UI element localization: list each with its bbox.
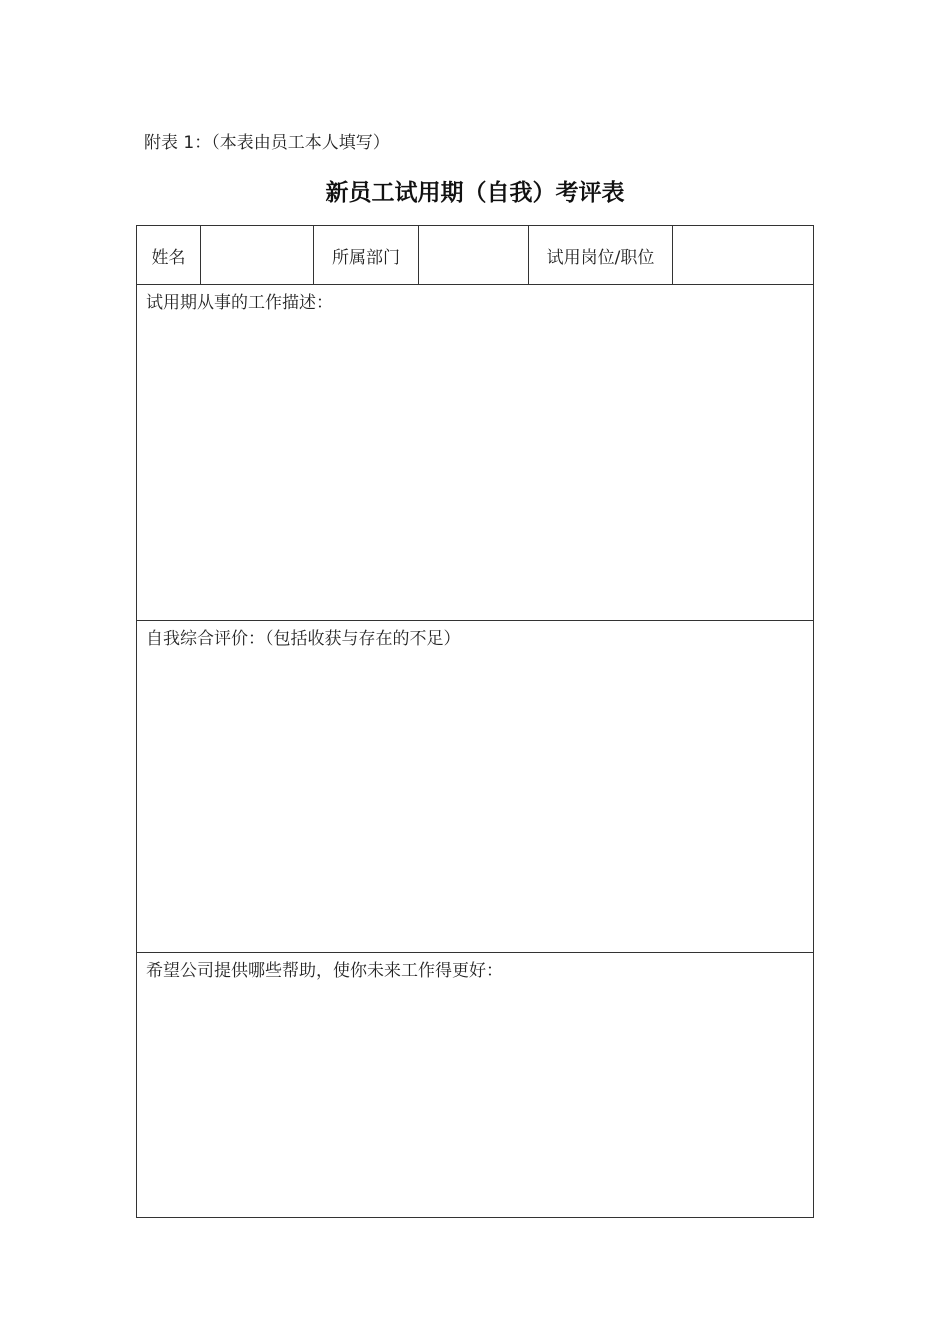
work-description-field[interactable] bbox=[137, 319, 813, 620]
department-field[interactable] bbox=[419, 226, 529, 285]
help-request-field[interactable] bbox=[137, 987, 813, 1217]
work-description-label: 试用期从事的工作描述： bbox=[146, 293, 333, 313]
self-evaluation-section bbox=[137, 621, 813, 953]
form-note: 附表 1：（本表由员工本人填写） bbox=[144, 133, 390, 153]
name-field[interactable] bbox=[201, 226, 314, 285]
help-request-label: 希望公司提供哪些帮助，使你未来工作得更好： bbox=[146, 961, 503, 981]
department-label: 所属部门 bbox=[314, 226, 419, 285]
name-label: 姓名 bbox=[137, 226, 201, 285]
self-evaluation-field[interactable] bbox=[137, 655, 813, 952]
self-evaluation-label: 自我综合评价：（包括收获与存在的不足） bbox=[146, 629, 461, 649]
position-label: 试用岗位/职位 bbox=[529, 226, 673, 285]
info-row bbox=[137, 226, 813, 285]
evaluation-form-table bbox=[136, 225, 814, 1218]
form-title: 新员工试用期（自我）考评表 bbox=[325, 180, 625, 206]
help-request-section bbox=[137, 953, 813, 1217]
position-field[interactable] bbox=[673, 226, 813, 285]
work-description-section bbox=[137, 285, 813, 621]
